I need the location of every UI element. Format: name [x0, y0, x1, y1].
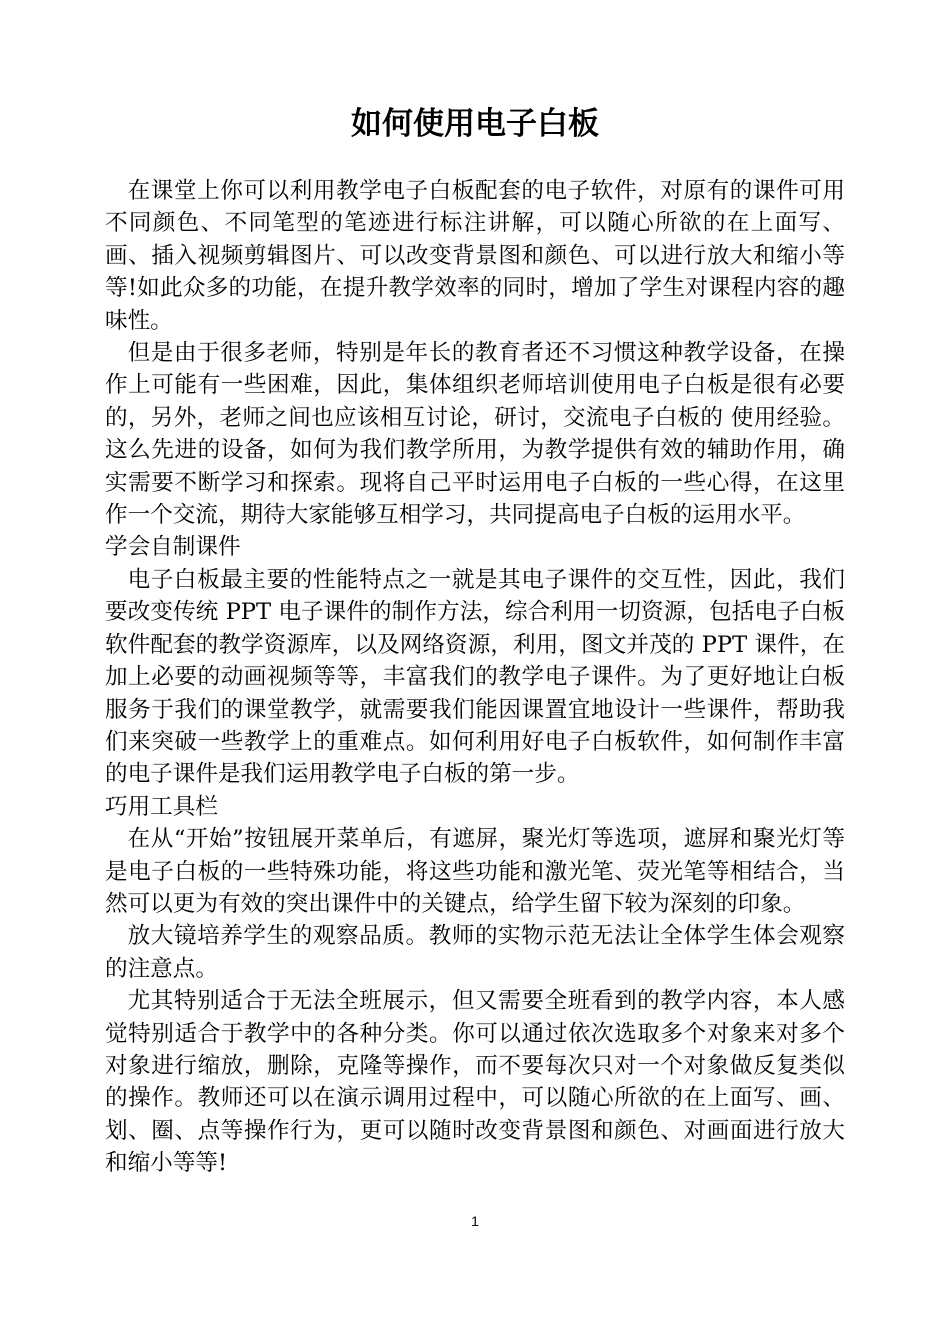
paragraph-multiselect: 尤其特别适合于无法全班展示，但又需要全班看到的教学内容，本人感觉特别适合于教学中的各种分类。你可以通过依次选取多个对象来对多个对象进行缩放，删除，克隆等操作，而不要每次只对一个对象做反复类似的操作。教师还可以在演示调用过程中，可以随心所欲的在上面写、画、划、圈、点等操作行为，更可以随时改变背景图和颜色、对画面进行放大和缩小等等! — [105, 988, 845, 1177]
paragraph-courseware: 电子白板最主要的性能特点之一就是其电子课件的交互性，因此，我们要改变传统 PPT 电子课件的制作方法，综合利用一切资源，包括电子白板软件配套的教学资源库，以及网络资源，利用，图文并茂的 PPT 课件，在加上必要的动画视频等等，丰富我们的教学电子课件。为了更好地让白板服务于我们的课堂教学，就需要我们能因课置宜地设计一些课件，帮助我们来突破一些教学上的重难点。如何利用好电子白板软件，如何制作丰富的电子课件是我们运用教学电子白板的第一步。 — [105, 566, 845, 788]
paragraph-toolbar: 在从“开始”按钮展开菜单后，有遮屏，聚光灯等选项，遮屏和聚光灯等是电子白板的一些特殊功能，将这些功能和激光笔、荧光笔等相结合，当然可以更为有效的突出课件中的关键点，给学生留下较为深刻的印象。 — [105, 826, 845, 917]
paragraph-magnifier: 放大镜培养学生的观察品质。教师的实物示范无法让全体学生体会观察的注意点。 — [105, 923, 845, 982]
paragraph-intro: 在课堂上你可以利用教学电子白板配套的电子软件，对原有的课件可用不同颜色、不同笔型的笔迹进行标注讲解，可以随心所欲的在上面写、画、插入视频剪辑图片、可以改变背景图和颜色、可以进行放大和缩小等等!如此众多的功能，在提升教学效率的同时，增加了学生对课程内容的趣味性。 — [105, 178, 845, 334]
paragraph-training: 但是由于很多老师，特别是年长的教育者还不习惯这种教学设备，在操作上可能有一些困难，因此，集体组织老师培训使用电子白板是很有必要的，另外，老师之间也应该相互讨论，研讨，交流电子白板的 使用经验。这么先进的设备，如何为我们教学所用，为教学提供有效的辅助作用，确实需要不断学习和探索。现将自己平时运用电子白板的一些心得，在这里作一个交流，期待大家能够互相学习，共同提高电子白板的运用水平。 — [105, 340, 845, 529]
page-number: 1 — [471, 1213, 479, 1229]
section-heading-toolbar: 巧用工具栏 — [105, 793, 218, 820]
document-body — [105, 175, 845, 1180]
section-heading-courseware: 学会自制课件 — [105, 534, 241, 561]
document-title: 如何使用电子白板 — [351, 106, 599, 142]
